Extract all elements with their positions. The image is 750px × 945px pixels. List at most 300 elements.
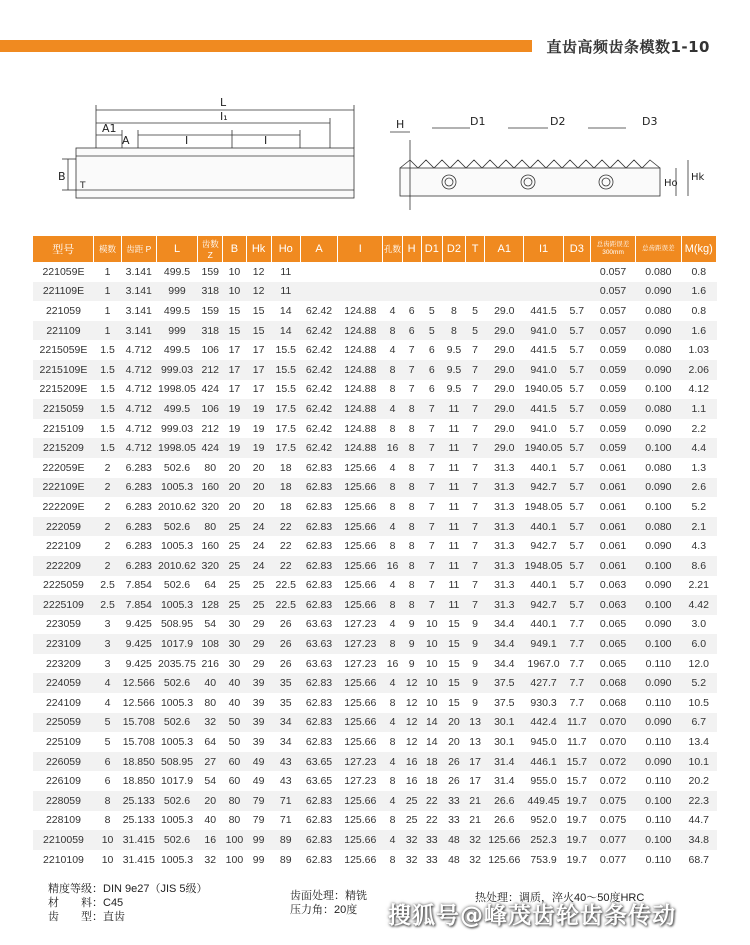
table-cell: 0.080	[645, 461, 672, 474]
table-cell: 11	[280, 265, 292, 278]
table-cell: 9	[466, 634, 485, 654]
table-cell: 442.4	[524, 713, 563, 733]
table-cell: 3	[104, 618, 111, 631]
table-cell: 1.5	[100, 344, 115, 357]
table-cell: 5.7	[563, 595, 590, 615]
table-cell: 8	[389, 500, 396, 513]
table-cell: 0.061	[599, 461, 627, 474]
table-cell: 5.7	[569, 304, 585, 317]
table-cell: 999	[156, 321, 197, 341]
table-cell: 7	[402, 360, 421, 380]
table-cell: 124.88	[344, 383, 377, 396]
table-row	[33, 517, 717, 537]
table-cell: 31.3	[494, 500, 515, 513]
table-cell: 2215109E	[33, 360, 94, 380]
table-cell: 19	[252, 422, 265, 435]
table-cell: 10.5	[688, 696, 709, 709]
table-cell: 3.141	[125, 265, 152, 278]
table-cell: 160	[198, 478, 223, 498]
table-cell: 37.5	[485, 673, 524, 693]
table-cell: 125.66	[344, 736, 377, 749]
table-cell: 19.7	[566, 853, 588, 866]
table-cell: 106	[198, 399, 223, 419]
table-cell: 7	[466, 478, 485, 498]
table-cell: 0.110	[645, 853, 672, 866]
table-cell: 12	[252, 265, 265, 278]
table-cell: 0.100	[636, 556, 681, 576]
table-cell: 0.080	[636, 399, 681, 419]
table-cell: 20.2	[688, 775, 709, 788]
table-cell: 449.45	[524, 791, 563, 811]
table-cell: 125.66	[344, 540, 377, 553]
dim-D2-label: D2	[550, 115, 566, 128]
table-cell: 17	[466, 752, 485, 772]
table-cell: 125.66	[338, 713, 383, 733]
table-cell: 9.5	[446, 383, 462, 396]
table-cell: 7	[472, 540, 478, 553]
table-cell: 22.3	[681, 791, 716, 811]
table-cell: 17	[252, 344, 265, 357]
table-cell: 0.100	[636, 634, 681, 654]
table-cell: 16	[383, 438, 402, 458]
table-cell: 8.6	[681, 556, 716, 576]
table-cell: 14	[271, 321, 300, 341]
table-cell: 0.059	[590, 399, 635, 419]
table-cell: 7	[472, 422, 478, 435]
table-cell: 8	[389, 775, 396, 788]
table-cell: 125.66	[338, 673, 383, 693]
dim-A1-label: A1	[102, 122, 117, 135]
table-cell: 64	[204, 736, 217, 749]
table-cell: 6.7	[681, 713, 716, 733]
table-cell: 79	[252, 814, 265, 827]
footer-left	[48, 882, 208, 924]
table-cell: 15	[223, 321, 246, 341]
watermark: 搜狐号@峰茂齿轮齿条传动	[388, 903, 676, 929]
table-cell: 63.63	[305, 657, 333, 670]
table-cell: 33	[425, 853, 438, 866]
table-cell: 100	[225, 853, 244, 866]
table-cell: 221059	[45, 304, 81, 317]
dim-Ho-label: Ho	[664, 178, 678, 189]
table-row	[33, 830, 717, 850]
table-cell: 54	[204, 618, 217, 631]
table-cell: 19.7	[566, 814, 588, 827]
table-cell: 7	[408, 344, 415, 357]
table-cell: 4.42	[681, 595, 716, 615]
table-cell: 31.3	[494, 540, 515, 553]
table-cell: 18	[279, 500, 292, 513]
table-cell: 10	[425, 618, 438, 631]
table-cell: 1.6	[681, 282, 716, 302]
table-cell: 127.23	[344, 775, 377, 788]
table-cell: 15	[448, 618, 460, 631]
table-row	[33, 595, 717, 615]
table-row	[33, 321, 717, 341]
table-cell: 11.7	[566, 736, 587, 749]
table-cell: 16	[383, 556, 402, 576]
table-cell: 945.0	[530, 736, 557, 749]
table-cell: 62.83	[305, 461, 333, 474]
table-row	[33, 713, 717, 733]
table-cell: 446.1	[524, 752, 563, 772]
table-cell: 1967.0	[527, 657, 560, 670]
table-cell: 6	[408, 304, 415, 317]
table-cell: 2215209	[33, 438, 94, 458]
table-cell: 15.5	[275, 344, 296, 357]
table-cell: 60	[228, 775, 241, 788]
table-cell: 0.090	[636, 673, 681, 693]
table-cell: 5.7	[569, 461, 585, 474]
table-cell: 7	[466, 556, 485, 576]
table-cell: 0.100	[636, 595, 681, 615]
table-cell: 1	[94, 321, 121, 341]
table-cell: 1017.9	[160, 775, 194, 788]
table-cell: 9.425	[125, 618, 152, 631]
table-cell: 127.23	[344, 657, 377, 670]
table-cell: 7	[472, 344, 478, 357]
table-cell: 15	[448, 657, 460, 670]
table-cell: 24	[246, 556, 271, 576]
table-cell: 16	[198, 830, 223, 850]
table-cell	[383, 282, 402, 302]
table-cell: 62.83	[300, 791, 337, 811]
table-cell: 26.6	[485, 791, 524, 811]
table-cell: 8	[389, 540, 396, 553]
table-cell: 4.712	[121, 438, 156, 458]
table-row	[33, 419, 717, 439]
table-cell: 24	[246, 517, 271, 537]
table-cell: 1005.3	[156, 478, 197, 498]
table-cell: 68.7	[688, 853, 709, 866]
table-cell: 221109E	[33, 282, 94, 302]
table-cell: 7.7	[569, 696, 585, 709]
table-cell: 26	[279, 618, 292, 631]
table-cell: 9	[472, 657, 478, 670]
table-row	[33, 497, 717, 517]
table-cell: 22.5	[275, 579, 296, 592]
table-cell: 125.66	[338, 478, 383, 498]
table-cell: 1005.3	[156, 595, 197, 615]
table-cell: 62.42	[305, 422, 333, 435]
table-cell: 8	[94, 791, 121, 811]
table-cell: 8	[402, 595, 421, 615]
table-cell: 2	[94, 556, 121, 576]
table-cell: 125.66	[338, 791, 383, 811]
table-cell: 0.100	[636, 830, 681, 850]
table-cell: 62.83	[305, 579, 333, 592]
table-cell: 0.065	[599, 618, 627, 631]
table-cell: 223209	[45, 657, 81, 670]
col-A1: A1	[485, 236, 524, 262]
table-cell: 11	[448, 422, 460, 435]
table-cell: 44.7	[688, 814, 709, 827]
table-cell: 62.42	[305, 383, 333, 396]
col-D2: D2	[442, 236, 465, 262]
table-cell: 29.0	[485, 360, 524, 380]
col-D3: D3	[563, 236, 590, 262]
table-cell: 54	[204, 775, 217, 788]
table-cell: 124.88	[338, 321, 383, 341]
table-cell: 40	[223, 673, 246, 693]
table-cell: 252.3	[524, 830, 563, 850]
table-cell: 11	[442, 556, 465, 576]
table-cell: 22.5	[271, 595, 300, 615]
table-cell: 125.66	[344, 500, 377, 513]
table-cell: 2.1	[681, 517, 716, 537]
table-cell: 0.061	[599, 500, 627, 513]
table-cell: 499.5	[163, 265, 191, 278]
table-row	[33, 380, 717, 400]
table-cell: 441.5	[530, 344, 557, 357]
table-cell: 22	[421, 791, 442, 811]
table-cell: 0.068	[590, 673, 635, 693]
table-cell: 19.7	[563, 791, 590, 811]
table-cell: 12.0	[688, 657, 709, 670]
dim-H-label: H	[396, 118, 405, 131]
table-cell: 0.061	[590, 478, 635, 498]
table-cell: 4	[389, 304, 396, 317]
table-cell: 4	[383, 830, 402, 850]
table-cell: 7	[472, 461, 478, 474]
table-cell: 3	[94, 634, 121, 654]
table-cell: 127.23	[338, 752, 383, 772]
table-cell: 5.7	[569, 500, 585, 513]
table-cell: 34.4	[494, 618, 515, 631]
table-cell: 29.0	[485, 399, 524, 419]
table-cell: 941.0	[524, 360, 563, 380]
table-cell: 31.415	[122, 853, 155, 866]
table-cell: 125.66	[338, 556, 383, 576]
table-cell: 62.83	[300, 478, 337, 498]
table-cell: 16	[405, 775, 418, 788]
table-cell: 50	[223, 713, 246, 733]
table-cell: 2.21	[688, 579, 709, 592]
table-cell: 15.5	[275, 383, 296, 396]
table-cell: 26	[279, 657, 292, 670]
table-cell: 11	[442, 478, 465, 498]
table-cell: 8	[389, 736, 396, 749]
table-cell: 441.5	[524, 399, 563, 419]
table-cell: 25	[402, 791, 421, 811]
table-cell: 32	[405, 853, 418, 866]
table-cell	[485, 282, 524, 302]
table-cell: 9.5	[446, 344, 462, 357]
table-cell: 31.3	[485, 595, 524, 615]
table-cell: 5.7	[569, 540, 585, 553]
table-cell: 7	[466, 517, 485, 537]
table-cell: 125.66	[344, 579, 377, 592]
table-cell: 7	[421, 478, 442, 498]
table-cell: 127.23	[338, 634, 383, 654]
table-cell: 212	[201, 422, 220, 435]
table-cell: 10	[223, 282, 246, 302]
table-cell	[466, 282, 485, 302]
table-cell: 30	[223, 634, 246, 654]
table-cell: 4	[389, 618, 396, 631]
table-row	[33, 732, 717, 752]
table-cell: 2	[104, 461, 111, 474]
table-cell: 7	[472, 500, 478, 513]
table-cell: 62.83	[300, 830, 337, 850]
table-cell: 16	[386, 657, 399, 670]
table-cell: 125.66	[485, 830, 524, 850]
table-cell: 19.7	[563, 830, 590, 850]
table-cell: 124.88	[338, 438, 383, 458]
table-cell: 5	[428, 304, 435, 317]
table-cell: 60	[223, 752, 246, 772]
table-cell: 0.061	[599, 540, 627, 553]
table-cell: 20	[228, 500, 241, 513]
table-cell: 29	[246, 634, 271, 654]
table-cell: 15	[448, 696, 460, 709]
col-H: H	[402, 236, 421, 262]
table-cell: 0.059	[599, 383, 627, 396]
table-cell: 100	[223, 830, 246, 850]
table-cell: 7	[428, 461, 435, 474]
table-cell: 32	[466, 830, 485, 850]
table-cell: 19	[228, 422, 241, 435]
table-cell: 62.83	[300, 673, 337, 693]
table-cell: 222059	[33, 517, 94, 537]
dim-T-label: T	[80, 181, 86, 191]
table-cell: 25	[223, 517, 246, 537]
table-row	[33, 791, 717, 811]
table-cell: 0.090	[636, 713, 681, 733]
table-cell: 0.065	[599, 657, 627, 670]
table-cell: 10	[425, 657, 438, 670]
table-cell: 6	[402, 321, 421, 341]
table-cell: 125.66	[344, 461, 377, 474]
table-cell: 20	[442, 713, 465, 733]
table-cell: 224109	[45, 696, 81, 709]
table-cell: 26	[271, 634, 300, 654]
table-cell: 21	[466, 791, 485, 811]
table-cell: 4.4	[681, 438, 716, 458]
precision-text: 精度等级：DIN 9e27（JIS 5级）	[48, 883, 208, 895]
table-cell: 2	[94, 478, 121, 498]
table-cell: 320	[198, 556, 223, 576]
table-cell: 6.283	[125, 461, 152, 474]
table-cell: 0.090	[636, 360, 681, 380]
table-cell: 3.141	[125, 304, 152, 317]
table-cell: 222059E	[42, 461, 85, 474]
table-cell: 25	[228, 579, 241, 592]
table-cell: 17.5	[275, 422, 296, 435]
table-cell: 25.133	[121, 791, 156, 811]
table-cell: 22	[271, 517, 300, 537]
table-cell: 4	[389, 579, 396, 592]
table-cell: 39	[252, 696, 265, 709]
table-cell: 0.110	[645, 814, 672, 827]
table-row	[33, 478, 717, 498]
table-cell: 7	[421, 595, 442, 615]
table-cell: 11	[442, 399, 465, 419]
table-cell: 8	[408, 461, 415, 474]
table-cell: 62.83	[305, 500, 333, 513]
table-cell: 3.141	[121, 282, 156, 302]
table-cell: 499.5	[156, 399, 197, 419]
table-cell: 0.110	[645, 696, 672, 709]
table-cell: 753.9	[530, 853, 557, 866]
table-cell: 4	[389, 461, 396, 474]
table-cell: 4	[383, 752, 402, 772]
table-cell: 0.059	[590, 438, 635, 458]
table-cell: 9	[402, 634, 421, 654]
table-cell: 1005.3	[160, 814, 194, 827]
table-cell: 43	[279, 775, 292, 788]
table-cell: 9.5	[442, 360, 465, 380]
table-cell: 10	[421, 634, 442, 654]
table-cell	[402, 282, 421, 302]
table-cell: 125.66	[338, 595, 383, 615]
table-cell: 941.0	[524, 321, 563, 341]
table-cell: 62.83	[300, 517, 337, 537]
table-cell: 7	[428, 500, 435, 513]
table-cell: 0.100	[645, 500, 672, 513]
dim-D3-label: D3	[642, 115, 658, 128]
table-cell: 30.1	[485, 713, 524, 733]
table-cell: 62.83	[300, 713, 337, 733]
table-cell: 20	[252, 500, 265, 513]
table-cell: 49	[252, 775, 265, 788]
table-cell: 0.068	[599, 696, 627, 709]
table-cell: 320	[201, 500, 220, 513]
table-cell: 4	[383, 673, 402, 693]
table-cell: 31.3	[494, 461, 515, 474]
table-cell	[466, 262, 485, 282]
table-cell: 18	[279, 461, 292, 474]
table-cell: 25	[228, 540, 241, 553]
table-cell: 2	[104, 540, 111, 553]
table-cell	[338, 282, 383, 302]
table-cell: 8	[383, 478, 402, 498]
table-cell: 5	[472, 304, 478, 317]
table-cell: 124.88	[344, 304, 377, 317]
table-cell: 508.95	[160, 618, 194, 631]
table-cell: 1.5	[100, 383, 115, 396]
page-title: 直齿高频齿条模数1-10	[532, 32, 750, 61]
table-cell: 0.090	[636, 282, 681, 302]
table-cell: 2	[104, 500, 111, 513]
table-cell: 0.077	[590, 830, 635, 850]
table-cell: 4	[383, 791, 402, 811]
table-cell: 1.5	[94, 438, 121, 458]
table-cell: 7	[421, 438, 442, 458]
table-cell: 0.077	[599, 853, 627, 866]
table-cell: 17.5	[271, 399, 300, 419]
table-cell: 7.854	[125, 579, 152, 592]
table-cell: 48	[448, 853, 460, 866]
table-cell: 952.0	[530, 814, 557, 827]
table-cell: 502.6	[156, 830, 197, 850]
table-cell: 31.415	[121, 830, 156, 850]
table-row	[33, 282, 717, 302]
table-cell: 5	[94, 713, 121, 733]
table-cell	[563, 262, 590, 282]
table-cell: 0.059	[599, 344, 627, 357]
col-I: I	[338, 236, 383, 262]
table-cell: 6.283	[125, 500, 152, 513]
table-cell: 8	[408, 422, 415, 435]
table-cell: 80	[228, 814, 241, 827]
table-cell: 124.88	[344, 344, 377, 357]
col-mass: M(kg)	[681, 236, 716, 262]
table-cell: 0.057	[599, 265, 627, 278]
table-cell: 99	[246, 830, 271, 850]
table-cell: 2010.62	[158, 500, 196, 513]
table-cell: 15.7	[563, 752, 590, 772]
